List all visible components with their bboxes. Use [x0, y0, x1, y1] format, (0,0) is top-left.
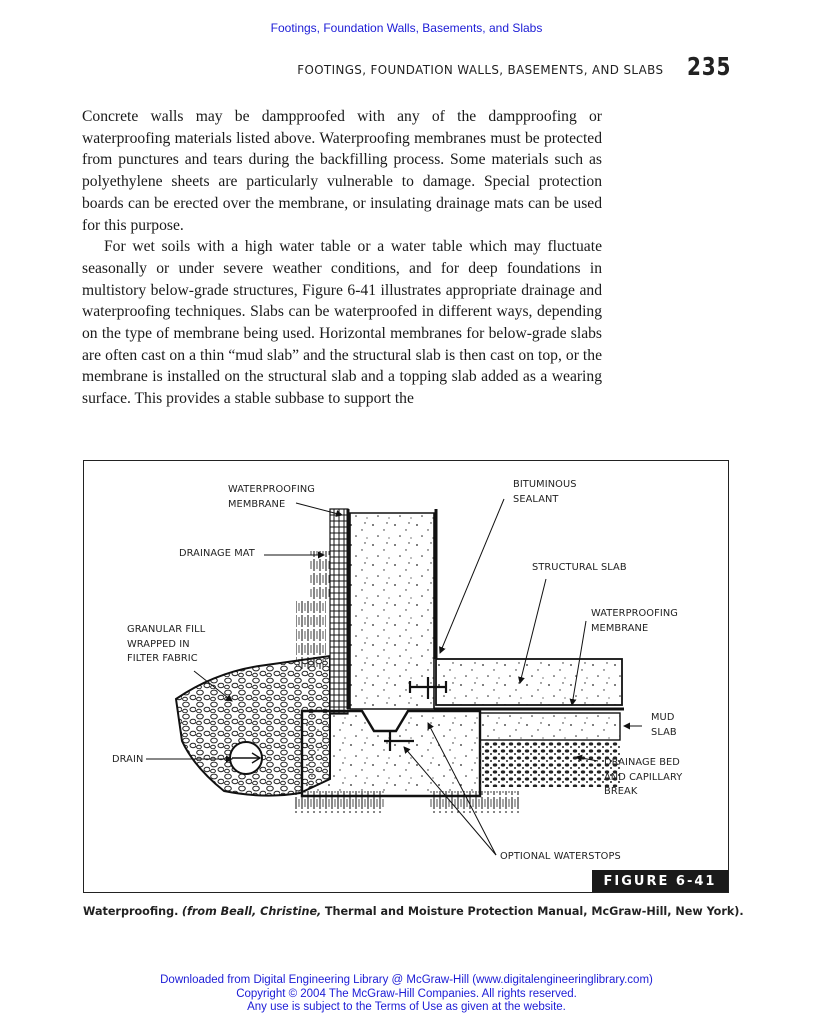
label-line: MEMBRANE: [591, 622, 649, 634]
label-bituminous-sealant: [513, 478, 577, 507]
drainage-bed: [480, 741, 620, 787]
figure-caption: [83, 905, 744, 918]
page-number: 235: [686, 52, 731, 81]
label-line: WATERPROOFING: [591, 608, 678, 619]
drain-pipe: [230, 742, 262, 774]
footing: [302, 711, 480, 796]
label-line: BITUMINOUS: [513, 479, 577, 490]
label-structural-slab: STRUCTURAL SLAB: [532, 562, 627, 573]
waterproofing-diagram: [84, 461, 730, 894]
drainage-mat: [330, 509, 348, 714]
label-line: MEMBRANE: [228, 498, 286, 510]
label-line: MUD: [651, 712, 675, 723]
label-line: SEALANT: [513, 493, 559, 505]
footer-terms[interactable]: Any use is subject to the Terms of Use as given at the website.: [247, 1001, 566, 1013]
mud-slab: [480, 713, 620, 740]
label-line: AND CAPILLARY: [604, 771, 683, 783]
label-mud-slab: [651, 711, 677, 740]
top-header-link[interactable]: Footings, Foundation Walls, Basements, and Slabs: [270, 21, 543, 35]
structural-slab: [436, 659, 622, 705]
label-drainage-bed: [604, 756, 682, 800]
label-line: WRAPPED IN: [127, 638, 190, 650]
footer-download-link[interactable]: Downloaded from Digital Engineering Library @ McGraw-Hill (www.digitalengineeringlibrary.com): [160, 974, 653, 986]
label-line: BREAK: [604, 786, 638, 797]
caption-source: Thermal and Moisture Protection Manual, McGraw-Hill, New York).: [324, 905, 744, 918]
figure-6-41: [83, 460, 729, 893]
label-optional-waterstops: OPTIONAL WATERSTOPS: [500, 851, 621, 862]
label-drain: DRAIN: [112, 754, 144, 765]
figure-number-badge: FIGURE 6-41: [592, 870, 728, 892]
label-line: FILTER FABRIC: [127, 653, 198, 664]
footer-copyright: Copyright © 2004 The McGraw-Hill Companies. All rights reserved.: [236, 987, 577, 1000]
label-line: GRANULAR FILL: [127, 624, 206, 635]
label-line: DRAINAGE BED: [604, 757, 680, 768]
label-drainage-mat: DRAINAGE MAT: [179, 548, 255, 559]
paragraph-1: Concrete walls may be dampproofed with any of the dampproofing or waterproofing materials listed above. Waterproofing membranes must be protected from punctures and tears during the backfilling process. Some materials such as polyethylene sheets are particularly vulnerable to damage. Special protection boards can be erected over the membrane, or insulating drainage mats can be used for this purpose.: [82, 108, 602, 234]
caption-lead: Waterproofing.: [83, 905, 179, 918]
foundation-wall: [350, 513, 434, 709]
label-waterproofing-membrane-left: [228, 483, 315, 512]
label-granular-fill: [127, 623, 205, 667]
running-head-title: FOOTINGS, FOUNDATION WALLS, BASEMENTS, AND SLABS: [297, 62, 664, 77]
footer-notice: [0, 974, 813, 1015]
running-head: [278, 52, 731, 81]
body-text: [82, 106, 602, 410]
label-line: SLAB: [651, 726, 677, 738]
paragraph-2: For wet soils with a high water table or a water table which may fluctuate seasonally or under severe weather conditions, and for deep foundations in multistory below-grade structures, Figure 6-41 illustrates appropriate drainage and waterproofing techniques. Slabs can be waterproofed in different ways, depending on the type of membrane being used. Horizontal membranes for below-grade slabs are often cast on a thin “mud slab” and the structural slab is then cast on top, or the membrane is installed on the structural slab and a topping slab added as a wearing surface. This provides a stable subbase to support the: [82, 238, 602, 408]
label-waterproofing-membrane-right: [591, 607, 678, 636]
label-line: WATERPROOFING: [228, 484, 315, 495]
caption-source-italic: (from Beall, Christine,: [181, 905, 322, 918]
